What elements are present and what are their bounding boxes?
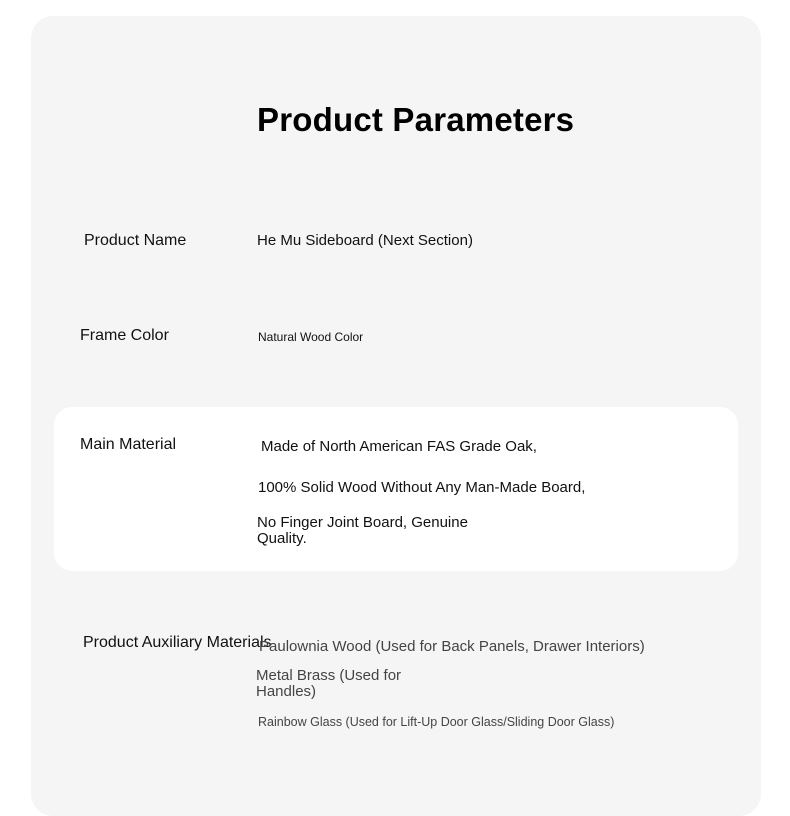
main-material-label: Main Material xyxy=(80,436,177,453)
auxiliary-material-item-2: Metal Brass (Used for Handles) xyxy=(256,667,402,700)
frame-color-value: Natural Wood Color xyxy=(258,330,364,344)
auxiliary-material-item-1: Paulownia Wood (Used for Back Panels, Drawer Interiors) xyxy=(259,638,645,655)
main-material-line-3: No Finger Joint Board, Genuine Quality. xyxy=(257,514,468,547)
main-material-line-2: 100% Solid Wood Without Any Man-Made Board, xyxy=(258,479,586,496)
frame-color-label: Frame Color xyxy=(80,327,169,344)
auxiliary-materials-label: Product Auxiliary Materials xyxy=(83,634,272,651)
product-name-value: He Mu Sideboard (Next Section) xyxy=(257,232,473,249)
product-name-label: Product Name xyxy=(84,232,187,249)
auxiliary-material-item-3: Rainbow Glass (Used for Lift-Up Door Glass/Sliding Door Glass) xyxy=(258,715,615,729)
page-title: Product Parameters xyxy=(257,101,575,138)
main-material-line-1: Made of North American FAS Grade Oak, xyxy=(261,438,537,455)
